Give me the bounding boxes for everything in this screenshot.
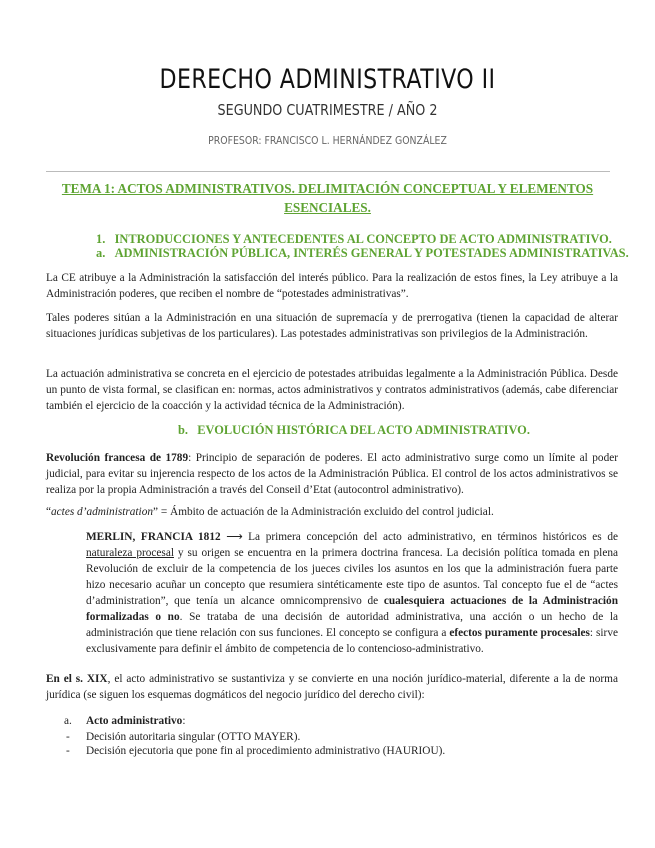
paragraph-actes: [46, 504, 618, 520]
professor-line: PROFESOR: FRANCISCO L. HERNÁNDEZ GONZÁLEZ: [208, 134, 447, 147]
paragraph-merlin: [86, 529, 618, 657]
merlin-text-1: La primera concepción del acto administrativo, en términos históricos es de: [242, 531, 618, 543]
merlin-text-2: y su origen se encuentra en la primera doctrina francesa. La decisión política tomada en plena Revolución de excluir de la competencia de los jueces civiles los asuntos en los que la administración fuera parte hizo necesario acuñar un concepto que resumiera sintéticamente este tipo de asuntos. Tal concepto fue el de “actes d’administration”, que tenía un alcance omnicomprensivo de: [86, 547, 618, 607]
actes-term: actes d’administration: [51, 506, 153, 518]
list-bullet-1: Decisión autoritaria singular (OTTO MAYER).: [86, 731, 301, 743]
actes-open-quote: “: [46, 506, 52, 518]
dash-bullet-1: -: [66, 731, 70, 743]
xix-text: , el acto administrativo se sustantiviza y se convierte en una noción jurídico-material, diferente a la de norma jurídica (se siguen los esquemas dogmáticos del negocio jurídico del derecho civil):: [46, 673, 618, 701]
header-divider: [46, 171, 610, 172]
merlin-text-3: . Se trataba de una decisión de autoridad administrativa, una acción o un hecho de la administración que tiene relación con sus funciones. El concepto se configura a: [86, 611, 618, 639]
subsection-heading-b: b. EVOLUCIÓN HISTÓRICA DEL ACTO ADMINISTRATIVO.: [178, 423, 530, 437]
topic-heading: TEMA 1: ACTOS ADMINISTRATIVOS. DELIMITACIÓN CONCEPTUAL Y ELEMENTOS ESENCIALES.: [61, 181, 594, 215]
paragraph-2: Tales poderes sitúan a la Administración en una situación de supremacía y de prerrogativa (tienen la capacidad de alterar situaciones jurídicas subjetivas de los particulares). Las potestades administrativas son privilegios de la Administración.: [46, 312, 618, 340]
section-heading-1: 1. INTRODUCCIONES Y ANTECEDENTES AL CONCEPTO DE ACTO ADMINISTRATIVO.: [96, 232, 612, 246]
dash-bullet-2: -: [66, 745, 70, 757]
merlin-underline: naturaleza procesal: [86, 547, 174, 559]
document-subtitle: SEGUNDO CUATRIMESTRE / AÑO 2: [217, 101, 438, 119]
actes-text: ” = Ámbito de actuación de la Administración excluido del control judicial.: [153, 506, 494, 518]
revolution-label: Revolución francesa de 1789: [46, 452, 189, 464]
list-marker-a: a.: [64, 715, 72, 727]
revolution-text: : Principio de separación de poderes. El acto administrativo surge como un límite al poder judicial, para evitar su injerencia respecto de los actos de la Administración Pública. El control de los actos administrativos se realiza por la propia Administración a través del Conseil d’Etat (autocontrol administrativo).: [46, 452, 618, 496]
list-item-label: Acto administrativo: [86, 715, 183, 727]
list-bullet-2: Decisión ejecutoria que pone fin al procedimiento administrativo (HAURIOU).: [86, 745, 446, 757]
list-item-acto: [86, 713, 185, 729]
paragraph-revolution: [46, 450, 618, 498]
subsection-heading-a: a. ADMINISTRACIÓN PÚBLICA, INTERÉS GENERAL Y POTESTADES ADMINISTRATIVAS.: [96, 246, 629, 260]
xix-label: En el s. XIX: [46, 673, 108, 685]
merlin-label: MERLIN, FRANCIA 1812: [86, 531, 221, 543]
arrow-right-icon: ⟶: [226, 531, 243, 543]
paragraph-3: La actuación administrativa se concreta en el ejercicio de potestades atribuidas legalmente a la Administración Pública. Desde un punto de vista formal, se clasifican en: normas, actos administrativos y contratos administrativos (además, cabe diferenciar también el ejercicio de la coacción y la actividad técnica de la Administración).: [46, 368, 618, 412]
list-item-colon: :: [182, 715, 186, 727]
document-title: DERECHO ADMINISTRATIVO II: [159, 64, 496, 95]
merlin-bold-1: cualesquiera actuaciones de la Administración formalizadas o no: [86, 595, 618, 623]
merlin-text-4: : sirve exclusivamente para definir el ámbito de competencia de lo contencioso-administrativo.: [86, 627, 618, 655]
paragraph-xix: [46, 671, 618, 703]
paragraph-1: La CE atribuye a la Administración la satisfacción del interés público. Para la realización de estos fines, la Ley atribuye a la Administración poderes, que reciben el nombre de “potestades administrativas”.: [46, 272, 618, 300]
merlin-bold-2: efectos puramente procesales: [449, 627, 590, 639]
